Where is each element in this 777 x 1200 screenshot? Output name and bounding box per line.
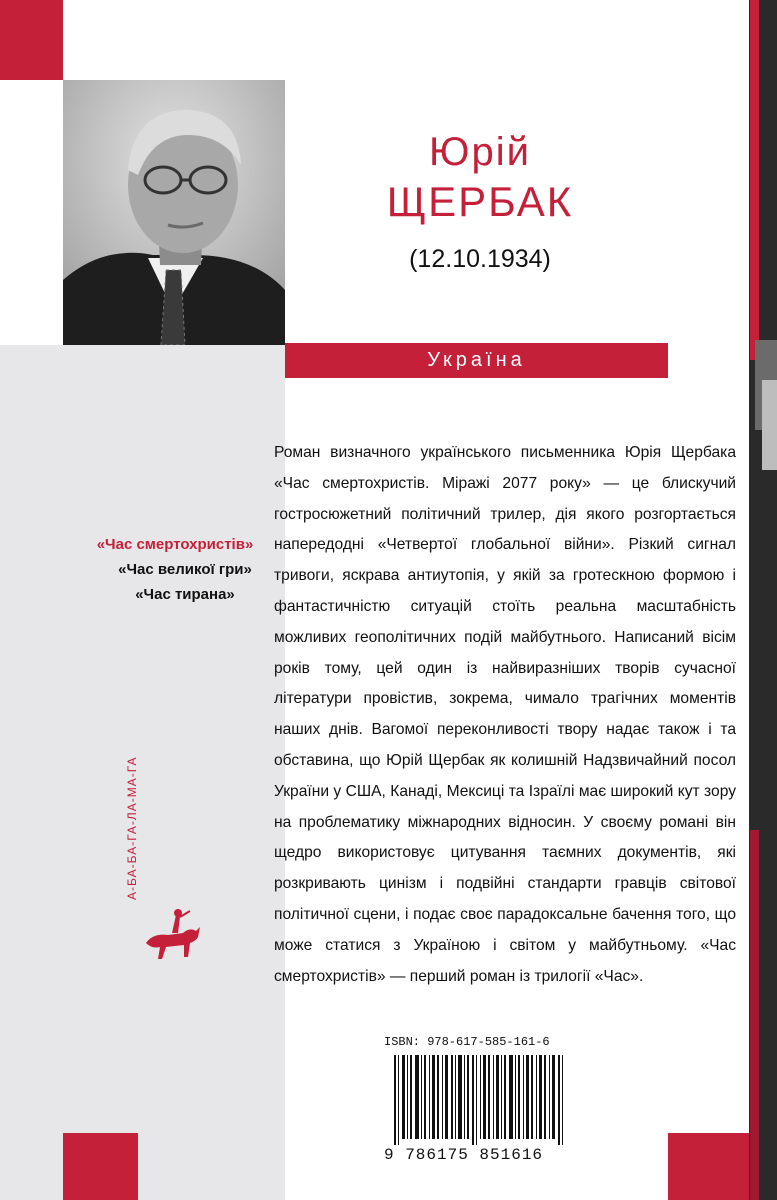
publisher-logo-icon — [138, 905, 208, 965]
barcode-digits: 9 786175 851616 — [384, 1146, 544, 1164]
description-paragraph: Роман визначного українського письменника Юрія Щербака «Час смертохристів. Міражі 2077 року» — це блискучий гостросюжетний політичний трилер, дія якого розгортається напередодні «Четвертої глобальної війни». Різкий сигнал тривоги, яскрава антиутопія, у якій за гротескною формою і фантастичністю ситуацій стоїть реальна масштабність можливих геополітичних подій майбутнього. Написаний вісім років тому, цей один із найвиразніших творів сучасної літератури провістив, зокрема, чимало трагічних моментів наших днів. Вагомої переконливості твору надає також і та обставина, що Юрій Щербак як колишній Надзвичайний посол України у США, Канаді, Мексиці та Ізраїлі має широкий кут зору на проблематику міжнародних відносин. У своєму романі він щедро використовує цитування таємних документів, які розкривають цинізм і подвійні стандарти гравців світової політичної сцени, і подає своє парадоксальне бачення того, що може статися з Україною і світом у майбутньому. «Час смертохристів» — перший роман із трилогії «Час». — [274, 444, 736, 985]
barcode — [394, 1055, 564, 1145]
book-description — [274, 438, 736, 992]
trilogy-title-3: «Час тирана» — [135, 586, 235, 603]
red-corner-block — [0, 0, 63, 80]
author-first-name: Юрій — [429, 130, 531, 174]
author-photo — [63, 80, 285, 345]
spine-red-strip — [750, 0, 759, 360]
author-birth-date: (12.10.1934) — [409, 245, 551, 273]
spine-red-strip-lower — [750, 830, 759, 1200]
series-label: Україна — [427, 349, 526, 371]
red-bottom-block-right — [668, 1133, 750, 1200]
isbn-label: ISBN: 978-617-585-161-6 — [384, 1035, 550, 1049]
publisher-name: А-БА-БА-ГА-ЛА-МА-ГА — [125, 756, 139, 900]
spine-light-strip — [762, 380, 777, 470]
red-bottom-block-left — [63, 1133, 138, 1200]
trilogy-title-2: «Час великої гри» — [118, 561, 252, 578]
trilogy-list — [60, 532, 310, 607]
trilogy-title-1: «Час смертохристів» — [96, 536, 254, 553]
author-last-name: ЩЕРБАК — [386, 178, 574, 225]
